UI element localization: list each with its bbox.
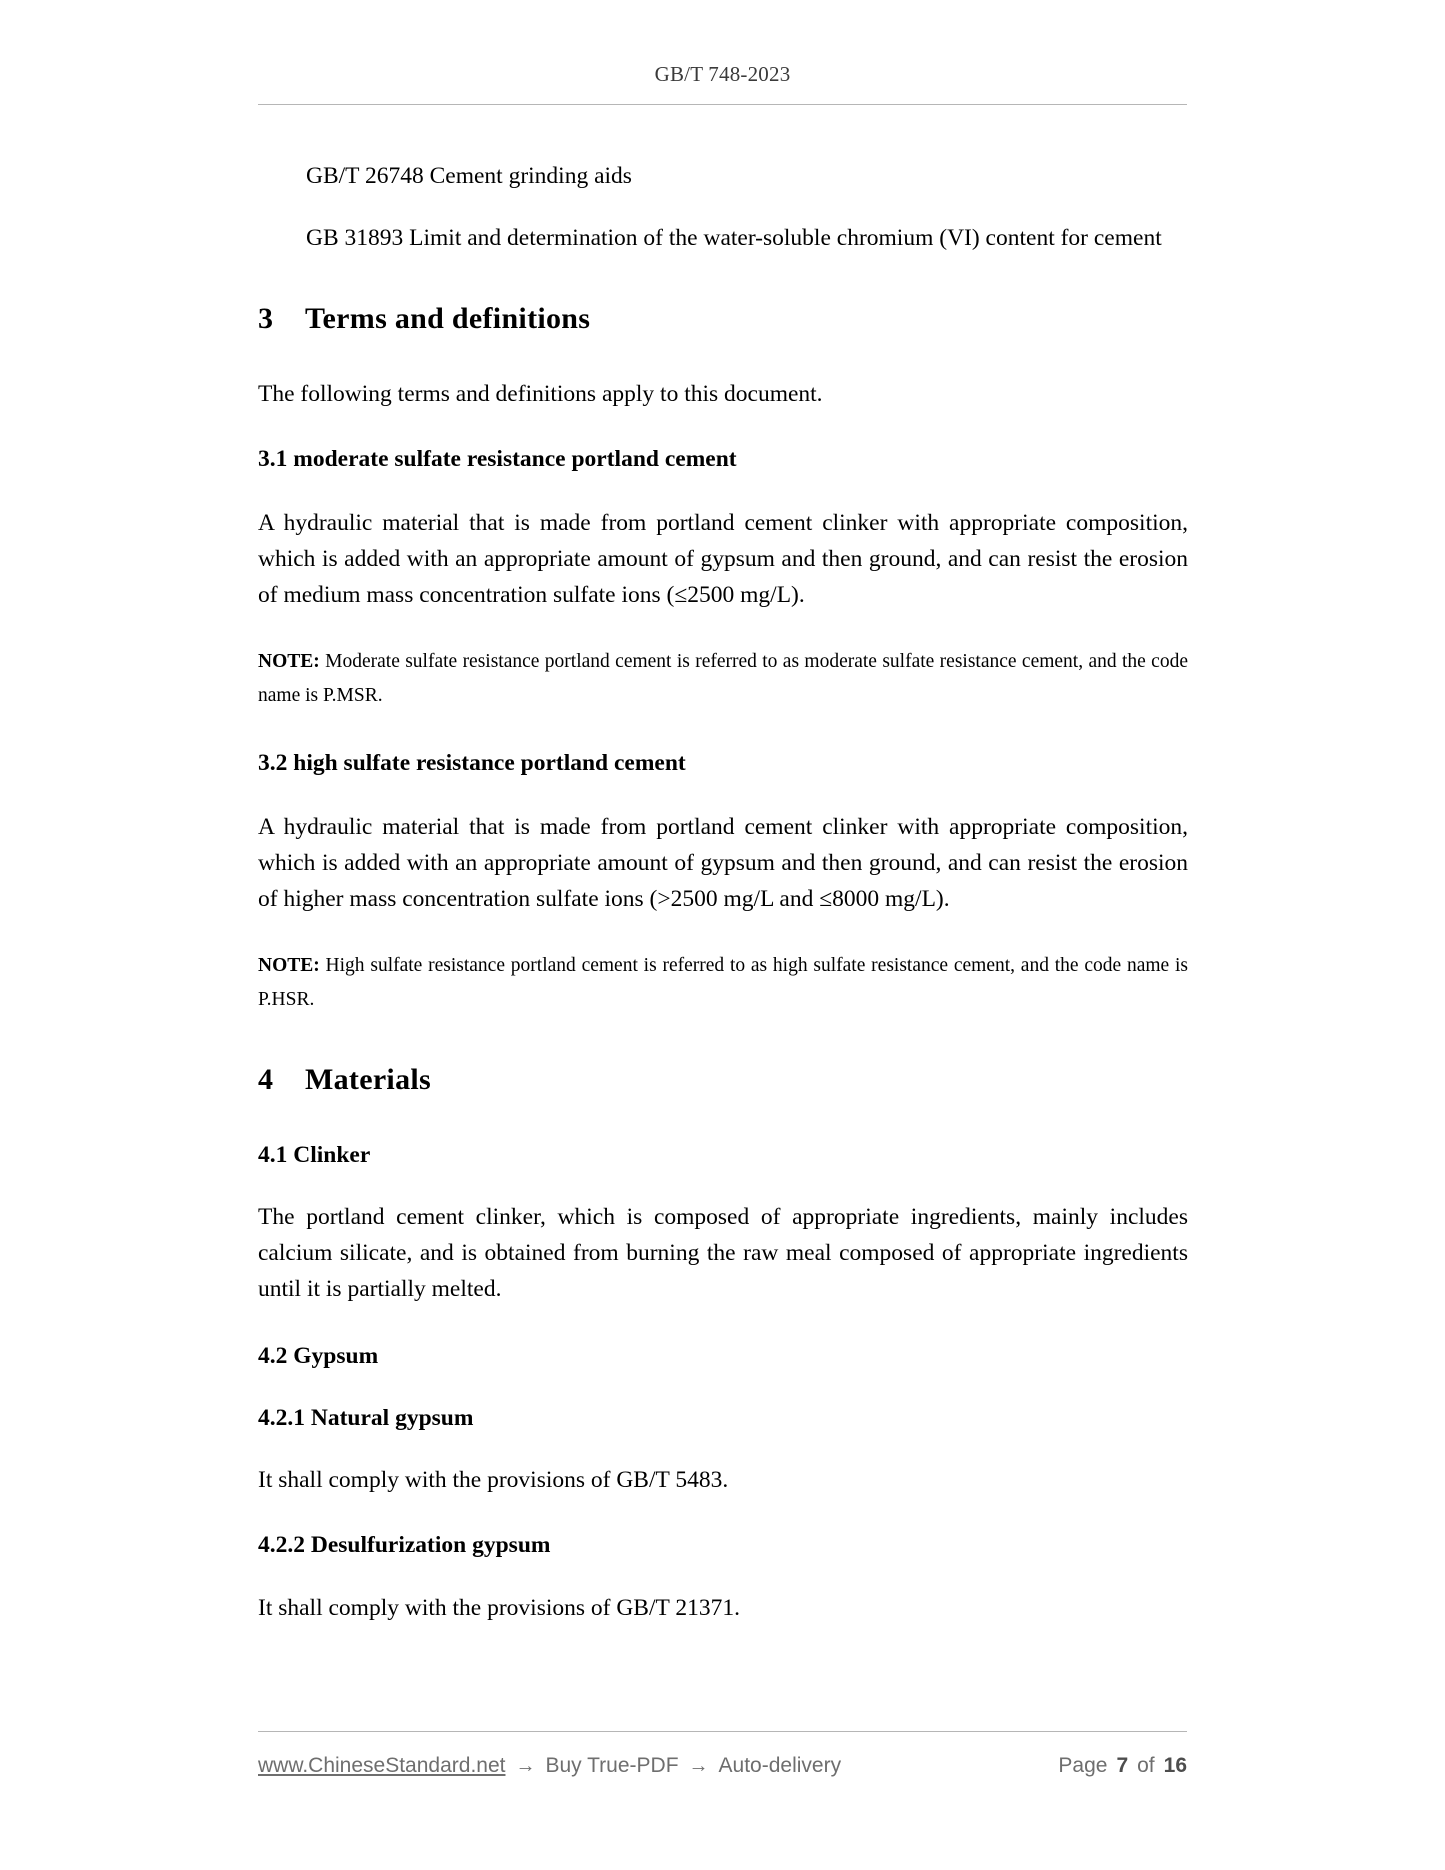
header-standard-id: GB/T 748-2023 <box>654 62 791 86</box>
section-heading-4 <box>258 1061 1188 1099</box>
term-heading-3-2: 3.2 high sulfate resistance portland cement <box>258 750 686 777</box>
subsection-heading-4-1: 4.1 Clinker <box>258 1141 371 1168</box>
normative-reference-item: GB 31893 Limit and determination of the water-soluble chromium (VI) content for cement <box>306 225 1162 252</box>
note-text: High sulfate resistance portland cement is referred to as high sulfate resistance cement, and the code name is P.HSR. <box>258 955 1188 1011</box>
normative-reference-item: GB/T 26748 Cement grinding aids <box>306 163 632 189</box>
subsection-text-4-2-2: It shall comply with the provisions of GB/T 21371. <box>258 1594 740 1621</box>
term-heading-3-1: 3.1 moderate sulfate resistance portland cement <box>258 446 737 473</box>
header-divider <box>258 104 1187 105</box>
term-note-3-2 <box>258 949 1188 1017</box>
section-number: 4 <box>258 1063 274 1097</box>
subsection-heading-4-2-2: 4.2.2 Desulfurization gypsum <box>258 1531 551 1558</box>
subsection-heading-4-2-1: 4.2.1 Natural gypsum <box>258 1404 474 1431</box>
page-label: Page <box>1058 1754 1108 1777</box>
page-footer <box>258 1731 1187 1778</box>
current-page-number: 7 <box>1116 1754 1129 1777</box>
footer-promo <box>258 1754 841 1778</box>
arrow-right-icon: → <box>688 1755 709 1777</box>
total-page-count: 16 <box>1163 1754 1187 1777</box>
section3-lead-text: The following terms and definitions apply to this document. <box>258 381 823 408</box>
footer-buy-label: Buy True-PDF <box>545 1754 679 1777</box>
footer-site-link[interactable]: www.ChineseStandard.net <box>258 1754 506 1777</box>
subsection-text-4-1: The portland cement clinker, which is composed of appropriate ingredients, mainly includes calcium silicate, and is obtained from burning the raw meal composed of appropriate ingredients until it is partially melted. <box>258 1204 1188 1302</box>
term-definition-3-2: A hydraulic material that is made from portland cement clinker with appropriate composition, which is added with an appropriate amount of gypsum and then ground, and can resist the erosion of higher mass concentration sulfate ions (>2500 mg/L and ≤8000 mg/L). <box>258 814 1188 912</box>
section-heading-3 <box>258 300 1188 338</box>
of-label: of <box>1137 1754 1155 1777</box>
term-definition-3-1: A hydraulic material that is made from portland cement clinker with appropriate composition, which is added with an appropriate amount of gypsum and then ground, and can resist the erosion of medium mass concentration sulfate ions (≤2500 mg/L). <box>258 510 1188 608</box>
document-body <box>258 160 1188 1656</box>
arrow-right-icon: → <box>515 1755 536 1777</box>
note-label: NOTE: <box>258 651 320 673</box>
footer-divider <box>258 1731 1187 1732</box>
page-header <box>258 62 1187 105</box>
subsection-text-4-2-1: It shall comply with the provisions of GB/T 5483. <box>258 1467 729 1494</box>
section-title: Materials <box>305 1063 431 1097</box>
section-number: 3 <box>258 301 274 335</box>
term-note-3-1 <box>258 645 1188 713</box>
subsection-heading-4-2: 4.2 Gypsum <box>258 1342 379 1369</box>
footer-delivery-label: Auto-delivery <box>718 1754 842 1777</box>
section-title: Terms and definitions <box>305 301 591 335</box>
footer-row <box>258 1754 1187 1778</box>
note-text: Moderate sulfate resistance portland cement is referred to as moderate sulfate resistance cement, and the code name is P.MSR. <box>258 651 1188 707</box>
note-label: NOTE: <box>258 955 320 977</box>
page-indicator <box>1058 1754 1187 1778</box>
